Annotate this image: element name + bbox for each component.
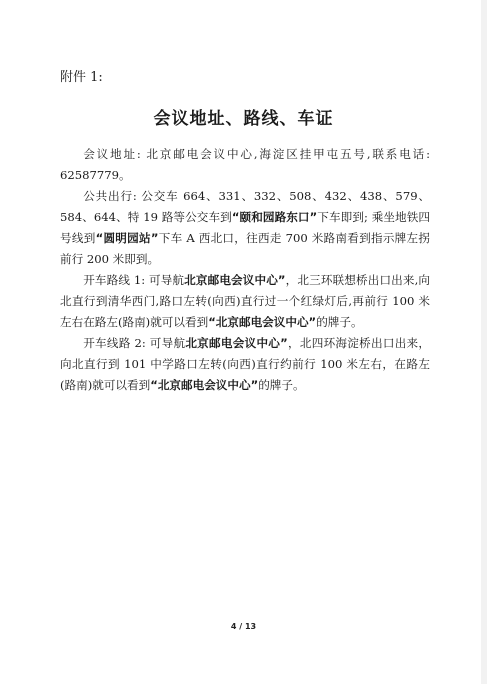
route2-text-2: ，北四环海淀桥出口出来，向北直行到 101 中学路口左转(向西)直行约前行 100 米左右，在路左(路南)就可以看到 bbox=[60, 336, 430, 392]
route1-nav-highlight: 北京邮电会议中心” bbox=[184, 273, 286, 287]
attachment-label: 附件 1: bbox=[60, 70, 103, 85]
address-paragraph bbox=[60, 144, 430, 186]
page-indicator: 4 / 13 bbox=[230, 622, 257, 631]
route1-paragraph bbox=[60, 270, 430, 333]
public-transit-text-2: 下车即到; 乘坐地铁四号线到 bbox=[60, 210, 430, 245]
bus-stop-highlight: “颐和园路东口” bbox=[231, 210, 318, 224]
route2-text-1: 开车线路 2: 可导航 bbox=[83, 336, 186, 350]
route2-nav-highlight: 北京邮电会议中心” bbox=[185, 336, 288, 350]
public-transit-text-3: 下车 A 西北口，往西走 700 米路南看到指示牌左拐前行 200 米即到。 bbox=[60, 231, 430, 266]
document-body bbox=[60, 144, 430, 396]
public-transit-paragraph bbox=[60, 186, 430, 270]
route2-paragraph bbox=[60, 333, 430, 396]
page-edge-shadow bbox=[481, 0, 487, 684]
route1-sign-highlight: “北京邮电会议中心” bbox=[208, 315, 317, 329]
route1-text-2: ，北三环联想桥出口出来,向北直行到清华西门,路口左转(向西)直行过一个红绿灯后,再前行 100 米左右在路左(路南)就可以看到 bbox=[60, 273, 431, 329]
address-text: 会议地址: 北京邮电会议中心,海淀区挂甲屯五号,联系电话: 62587779。 bbox=[60, 147, 430, 182]
route2-text-3: 的牌子。 bbox=[258, 378, 305, 392]
route2-sign-highlight: “北京邮电会议中心” bbox=[150, 378, 259, 392]
document-title: 会议地址、路线、车证 bbox=[153, 109, 334, 129]
public-transit-text-1: 公共出行: 公交车 664、331、332、508、432、438、579、584、644、特 19 路等公交车到 bbox=[60, 189, 430, 224]
route1-text-3: 的牌子。 bbox=[316, 315, 363, 329]
route1-text-1: 开车路线 1: 可导航 bbox=[83, 273, 185, 287]
subway-station-highlight: “圆明园站” bbox=[95, 231, 159, 245]
